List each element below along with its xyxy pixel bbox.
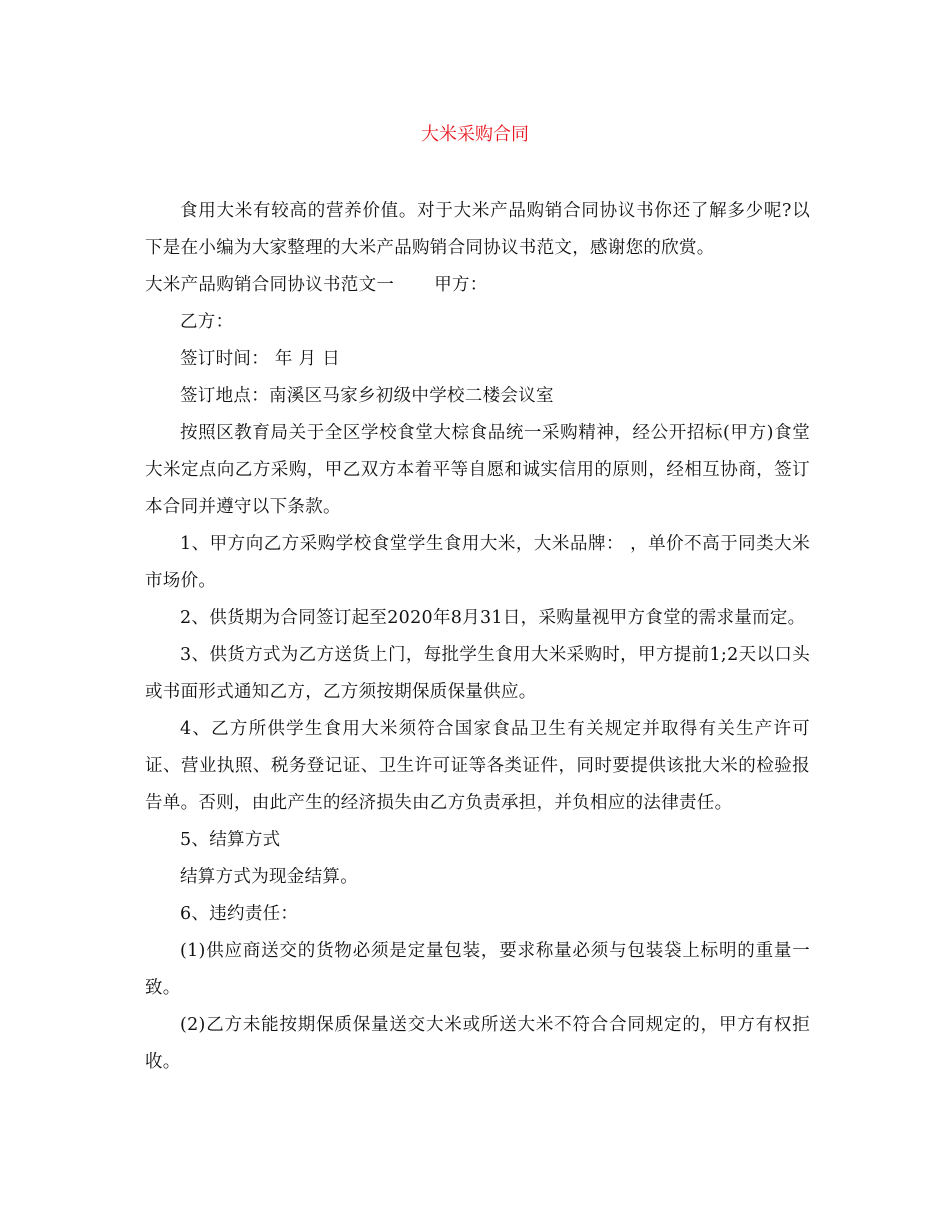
document-body [145,193,810,1081]
intro-paragraph: 食用大米有较高的营养价值。对于大米产品购销合同协议书你还了解多少呢?以下是在小编为大家整理的大米产品购销合同协议书范文，感谢您的欣赏。 [145,201,810,258]
clause-6-1: (1)供应商送交的货物必须是定量包装，要求称量必须与包装袋上标明的重量一致。 [145,941,810,998]
clause-2: 2、供货期为合同签订起至2020年8月31日，采购量视甲方食堂的需求量而定。 [180,608,806,628]
clause-1: 1、甲方向乙方采购学校食堂学生食用大米，大米品牌： ，单价不高于同类大米市场价。 [145,534,810,591]
clause-6-heading: 6、违约责任： [180,904,299,924]
sample-heading-row [145,267,810,304]
clause-4: 4、乙方所供学生食用大米须符合国家食品卫生有关规定并取得有关生产许可证、营业执照、税务登记证、卫生许可证等各类证件，同时要提供该批大米的检验报告单。否则，由此产生的经济损失由乙方负责承担，并负相应的法律责任。 [145,719,810,813]
document-title: 大米采购合同 [421,124,529,145]
sign-time: 签订时间： 年 月 日 [180,349,340,369]
preamble-paragraph: 按照区教育局关于全区学校食堂大棕食品统一采购精神，经公开招标(甲方)食堂大米定点向乙方采购，甲乙双方本着平等自愿和诚实信用的原则，经相互协商，签订本合同并遵守以下条款。 [145,423,810,517]
clause-5-heading: 5、结算方式 [180,830,281,850]
sign-place: 签订地点：南溪区马家乡初级中学校二楼会议室 [180,386,554,406]
party-a-label: 甲方： [434,275,488,295]
sample-heading: 大米产品购销合同协议书范文一 [145,275,395,295]
clause-6-2: (2)乙方未能按期保质保量送交大米或所送大米不符合合同规定的，甲方有权拒收。 [145,1015,810,1072]
clause-3: 3、供货方式为乙方送货上门，每批学生食用大米采购时，甲方提前1;2天以口头或书面形式通知乙方，乙方须按期保质保量供应。 [145,645,810,702]
party-b-label: 乙方： [180,312,234,332]
clause-5-text: 结算方式为现金结算。 [180,867,358,887]
